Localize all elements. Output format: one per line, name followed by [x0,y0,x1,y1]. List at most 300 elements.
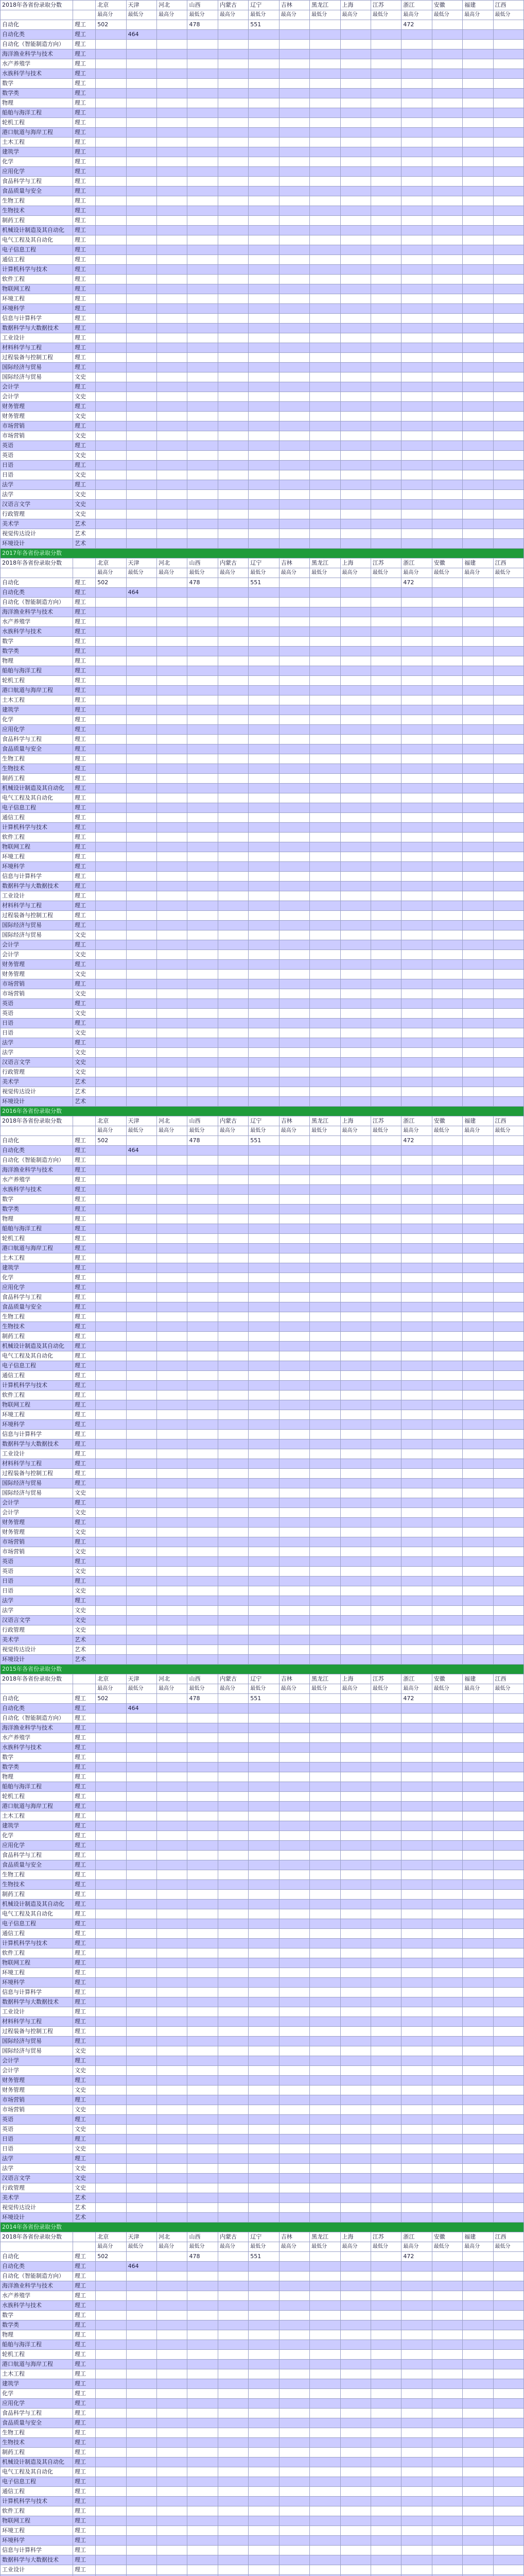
score-cell [371,265,401,275]
score-cell [187,1224,218,1234]
score-cell [218,930,248,940]
sub-header: 最低分 [126,1684,156,1694]
score-cell [279,235,309,245]
score-cell [432,1351,462,1361]
sub-header: 最低分 [187,10,218,20]
score-cell [371,1841,401,1851]
score-cell [187,2281,218,2291]
score-cell [249,1469,279,1479]
score-cell [401,118,432,128]
score-cell [157,1694,187,1704]
score-cell [340,206,371,216]
score-cell [126,979,156,989]
score-cell [371,1909,401,1919]
score-cell [371,2154,401,2164]
table-row [1,2272,524,2281]
sub-header: 最高分 [96,1684,126,1694]
score-cell [432,852,462,862]
score-cell [218,1488,248,1498]
table-row [1,774,524,784]
score-cell [463,2046,493,2056]
score-cell [187,196,218,206]
score-cell [279,1332,309,1342]
score-cell [218,2516,248,2526]
score-cell [432,1929,462,1939]
score-cell [463,940,493,950]
score-cell [126,1958,156,1968]
score-cell [432,1586,462,1596]
score-cell [401,1978,432,1988]
score-cell [371,1890,401,1900]
major-name: 物理 [1,1214,73,1224]
score-cell [493,1968,523,1978]
score-cell [463,676,493,686]
score-cell [463,1097,493,1107]
score-cell [371,1488,401,1498]
major-category: 理工 [73,245,95,255]
score-cell [463,970,493,979]
score-cell [463,226,493,235]
score-cell [279,1391,309,1400]
score-cell [310,392,340,402]
score-cell [463,1067,493,1077]
major-name: 工业设计 [1,333,73,343]
score-cell [340,519,371,529]
score-cell [187,108,218,118]
score-cell [126,2497,156,2506]
score-cell [249,402,279,412]
score-cell [432,705,462,715]
major-category: 文史 [73,1009,95,1019]
score-cell [96,2389,126,2399]
major-name: 软件工程 [1,2506,73,2516]
score-cell [340,275,371,284]
score-cell [157,744,187,754]
score-cell [340,402,371,412]
score-cell [157,793,187,803]
score-cell [249,2379,279,2389]
score-cell [249,2174,279,2183]
score-cell [157,705,187,715]
score-cell [432,147,462,157]
score-cell [96,470,126,480]
score-cell [463,2497,493,2506]
score-cell [401,1743,432,1753]
score-cell [432,157,462,167]
score-cell [340,970,371,979]
score-cell [157,226,187,235]
table-row [1,1547,524,1557]
score-cell [493,128,523,138]
score-cell [279,1351,309,1361]
score-cell [157,1391,187,1400]
score-cell [340,940,371,950]
score-cell [432,1547,462,1557]
score-cell [401,2301,432,2311]
score-cell [157,2017,187,2027]
score-cell [310,2281,340,2291]
score-cell [218,147,248,157]
score-cell [463,1890,493,1900]
major-name: 材料科学与工程 [1,2017,73,2027]
score-cell [432,911,462,921]
score-cell [493,1616,523,1625]
score-cell [371,970,401,979]
score-cell [279,2017,309,2027]
score-cell [310,2164,340,2174]
score-cell [187,1234,218,1244]
major-category: 文史 [73,1547,95,1557]
score-cell [157,500,187,510]
score-cell [218,1156,248,1165]
score-cell [310,108,340,118]
table-row [1,1469,524,1479]
score-cell [493,1009,523,1019]
major-name: 日语 [1,1019,73,1028]
score-cell [157,950,187,960]
score-cell [401,304,432,314]
score-cell [279,441,309,451]
score-cell [371,598,401,607]
score-cell [218,1322,248,1332]
major-category: 理工 [73,2418,95,2428]
score-cell [157,1381,187,1391]
score-cell [126,79,156,89]
score-cell [493,1165,523,1175]
score-cell [96,1469,126,1479]
score-cell [218,1900,248,1909]
score-cell [401,2027,432,2037]
score-cell [493,1097,523,1107]
score-cell [432,1293,462,1302]
table-row [1,2379,524,2389]
score-cell [96,2497,126,2506]
score-cell [340,1351,371,1361]
score-cell [493,1244,523,1253]
score-cell [157,911,187,921]
score-cell [463,2418,493,2428]
score-cell [463,1811,493,1821]
score-cell [340,637,371,647]
score-cell [218,1782,248,1792]
score-cell [371,2272,401,2281]
score-cell [126,1851,156,1860]
score-cell [96,382,126,392]
score-cell [187,2526,218,2536]
major-name: 国际经济与贸易 [1,1488,73,1498]
header-row [1,1,524,10]
major-category: 理工 [73,764,95,774]
sub-header: 最低分 [126,1126,156,1136]
score-cell [249,1939,279,1948]
table-row [1,2076,524,2086]
score-cell [432,1596,462,1606]
major-category: 理工 [73,1968,95,1978]
score-cell [463,461,493,470]
score-cell [96,1841,126,1851]
table-row [1,2134,524,2144]
table-row [1,1723,524,1733]
score-cell [493,2213,523,2223]
score-cell [493,1831,523,1841]
score-cell [432,2164,462,2174]
score-cell [126,637,156,647]
score-cell [371,196,401,206]
score-cell [432,2027,462,2037]
score-cell [218,2046,248,2056]
score-cell [279,2340,309,2350]
score-cell [310,1508,340,1518]
score-cell [493,1655,523,1665]
score-cell [493,1547,523,1557]
score-cell [401,314,432,324]
major-category: 理工 [73,1498,95,1508]
score-cell [340,2340,371,2350]
score-cell [126,2458,156,2467]
score-cell [493,647,523,656]
score-cell [279,1557,309,1567]
score-cell [371,2183,401,2193]
score-cell [401,1156,432,1165]
sub-header: 最低分 [310,10,340,20]
score-cell [401,431,432,441]
score-cell [187,705,218,715]
major-name: 软件工程 [1,275,73,284]
score-cell [310,1234,340,1244]
score-cell [249,49,279,59]
score-cell [96,2438,126,2448]
score-cell [310,2467,340,2477]
score-cell [126,89,156,98]
score-cell [340,1606,371,1616]
score-cell [218,2448,248,2458]
score-cell [157,353,187,363]
score-cell [432,1890,462,1900]
score-cell [218,431,248,441]
score-cell [218,1028,248,1038]
major-name: 建筑学 [1,2379,73,2389]
score-cell [401,735,432,744]
table-row [1,40,524,49]
score-cell [340,813,371,823]
score-cell [187,1488,218,1498]
major-name: 信息与计算科学 [1,872,73,882]
major-category: 理工 [73,89,95,98]
score-cell [401,637,432,647]
score-cell [432,304,462,314]
score-cell [96,960,126,970]
score-cell [279,940,309,950]
score-cell [432,754,462,764]
major-name: 国际经济与贸易 [1,2046,73,2056]
score-cell [463,1997,493,2007]
score-cell [371,226,401,235]
score-cell [157,627,187,637]
score-cell [249,1449,279,1459]
table-row [1,2037,524,2046]
score-cell [371,1195,401,1205]
score-cell [279,1528,309,1537]
score-cell [401,480,432,490]
score-cell [371,950,401,960]
score-cell [340,1381,371,1391]
score-cell [463,1616,493,1625]
score-cell [218,1988,248,1997]
score-cell [249,647,279,656]
score-cell [96,353,126,363]
major-name: 食品科学与工程 [1,1851,73,1860]
score-cell [126,519,156,529]
score-cell [401,1929,432,1939]
major-name: 英语 [1,2125,73,2134]
major-name: 市场营销 [1,989,73,999]
score-cell [187,930,218,940]
score-cell [432,1420,462,1430]
table-row [1,1625,524,1635]
score-cell [157,588,187,598]
score-cell [371,382,401,392]
score-cell [371,1802,401,1811]
score-cell [187,324,218,333]
score-cell [310,1929,340,1939]
score-cell [463,284,493,294]
score-cell [187,1851,218,1860]
score-cell [279,2203,309,2213]
score-cell [493,823,523,833]
table-row [1,2164,524,2174]
score-cell [401,412,432,421]
score-cell [96,421,126,431]
score-cell [126,1332,156,1342]
score-cell [401,2272,432,2281]
score-cell [157,2027,187,2037]
score-cell [432,647,462,656]
score-cell [310,764,340,774]
score-cell [279,901,309,911]
score-cell [401,598,432,607]
score-cell [126,1547,156,1557]
score-cell [432,2281,462,2291]
score-cell [96,1586,126,1596]
score-cell [187,1625,218,1635]
score-cell [401,138,432,147]
score-cell [218,1802,248,1811]
score-cell [432,2399,462,2409]
score-cell [218,98,248,108]
score-cell [493,970,523,979]
score-cell [279,118,309,128]
score-cell [187,519,218,529]
major-category: 理工 [73,2565,95,2575]
major-category: 理工 [73,2291,95,2301]
score-cell: 502 [96,1694,126,1704]
score-cell [432,2252,462,2262]
score-cell [493,500,523,510]
score-cell [96,1772,126,1782]
column-header: 河北 [157,2232,187,2242]
score-cell [340,1165,371,1175]
score-cell [371,1420,401,1430]
sub-header: 最高分 [157,568,187,578]
score-cell [371,1077,401,1087]
score-cell [493,89,523,98]
score-cell [401,1302,432,1312]
score-cell [279,676,309,686]
score-cell [279,1410,309,1420]
major-category: 文史 [73,470,95,480]
score-cell [463,519,493,529]
table-row [1,1635,524,1645]
score-cell [401,2565,432,2575]
score-cell [432,1762,462,1772]
score-cell [157,1880,187,1890]
score-cell [401,2458,432,2467]
major-name: 通信工程 [1,813,73,823]
score-cell [249,539,279,549]
score-cell [187,1528,218,1537]
score-cell [96,1860,126,1870]
score-cell [340,2350,371,2360]
score-cell [218,49,248,59]
score-cell [187,1273,218,1283]
score-cell [218,1302,248,1312]
score-cell [371,167,401,177]
score-cell [157,989,187,999]
table-row [1,1880,524,1890]
sub-header: 最低分 [493,2242,523,2252]
major-name: 通信工程 [1,1929,73,1939]
score-cell [493,196,523,206]
score-cell [187,2546,218,2555]
major-name: 食品质量与安全 [1,2418,73,2428]
score-cell [463,1253,493,1263]
score-cell [340,1870,371,1880]
score-cell [96,314,126,324]
score-cell [463,2272,493,2281]
score-cell [340,1704,371,1714]
major-name: 国际经济与贸易 [1,2037,73,2046]
score-cell [218,2418,248,2428]
major-category: 理工 [73,1939,95,1948]
score-cell [249,2565,279,2575]
score-cell [463,2311,493,2320]
score-cell [432,451,462,461]
score-cell [96,607,126,617]
score-cell [96,735,126,744]
score-cell [157,1214,187,1224]
score-cell [310,1909,340,1919]
score-cell [96,1381,126,1391]
score-cell [371,1322,401,1332]
score-cell [96,1802,126,1811]
score-cell [126,2477,156,2487]
score-cell [187,1097,218,1107]
score-cell [463,2105,493,2115]
score-cell [187,372,218,382]
table-row [1,421,524,431]
score-cell [371,803,401,813]
column-header: 江苏 [371,1116,401,1126]
score-cell [218,1273,248,1283]
score-cell [493,1273,523,1283]
score-cell [493,705,523,715]
score-cell [463,1048,493,1058]
score-cell [249,1900,279,1909]
sub-header: 最低分 [432,568,462,578]
score-cell [96,2046,126,2056]
table-row [1,1087,524,1097]
score-cell [463,1400,493,1410]
